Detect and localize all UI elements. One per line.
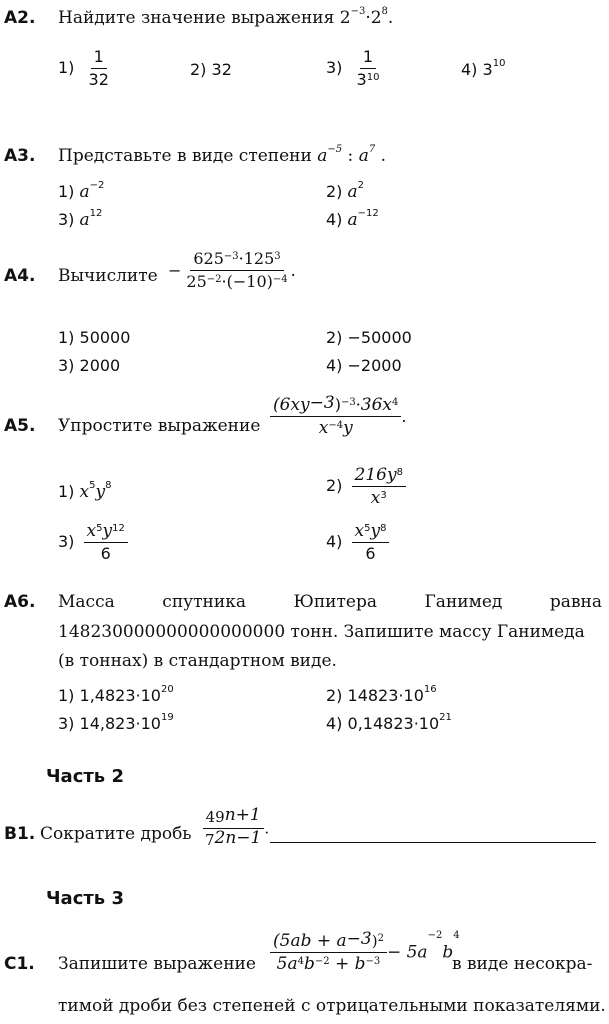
question-prompt: Найдите значение выражения $2^{-3}\cdot 2^8$. xyxy=(58,6,394,28)
answer-option[interactable]: 4) $3^{10}$ xyxy=(461,58,506,79)
answer-option[interactable]: 4) $0,14823\cdot 10^{21}$ xyxy=(326,712,452,733)
answer-option[interactable]: 3) $a^{12}$ xyxy=(58,208,103,230)
answer-option[interactable]: 2) 32 xyxy=(190,60,232,79)
question-prompt-suffix: в виде несокра- xyxy=(452,954,593,974)
question-label: С1. xyxy=(4,954,35,974)
question-label: В1. xyxy=(4,824,36,844)
question-prompt-line: 148230000000000000000 тонн. Запишите массу Ганимеда xyxy=(58,622,585,642)
answer-option[interactable]: 4) $\frac{x^5y^8}{6}$ xyxy=(326,522,389,563)
answer-option[interactable]: 1) $1,4823\cdot 10^{20}$ xyxy=(58,684,174,705)
section-heading: Часть 3 xyxy=(46,888,124,909)
expression: − $\frac{625^{-3}\cdot 125^3}{25^{-2}\cdot(-10)^{-4}}$ . xyxy=(168,249,296,291)
expression: $\frac{(5ab + a^{-3})^2}{5a^4b^{-2} + b^{-3}}$ − $5a^{-2}b^4$ xyxy=(270,932,460,973)
question-label: A2. xyxy=(4,8,36,28)
question-prompt: Вычислите xyxy=(58,266,158,286)
answer-option[interactable]: 1) $a^{-2}$ xyxy=(58,180,105,202)
question-prompt-line: (в тоннах) в стандартном виде. xyxy=(58,651,337,671)
answer-option[interactable]: 1) $x^5y^8$ xyxy=(58,480,112,502)
question-label: A3. xyxy=(4,146,36,166)
answer-option[interactable]: 1) $\frac{1}{32}$ xyxy=(58,47,109,89)
question-prompt: Упростите выражение xyxy=(58,416,261,436)
answer-option[interactable]: 1) 50000 xyxy=(58,328,131,347)
section-heading: Часть 2 xyxy=(46,766,124,787)
answer-option[interactable]: 2) −50000 xyxy=(326,328,412,347)
answer-option[interactable]: 3) $\frac{1}{3^{10}}$ xyxy=(326,47,380,89)
answer-line[interactable] xyxy=(270,842,596,843)
question-prompt-line: тимой дроби без степеней с отрицательными показателями. xyxy=(58,996,606,1016)
question-label: A6. xyxy=(4,592,36,612)
expression: $\frac{49^{n+1}}{7^{2n-1}}$ . xyxy=(202,808,269,849)
question-label: A5. xyxy=(4,416,36,436)
question-prompt-line: Масса спутника Юпитера Ганимед равна xyxy=(58,592,602,612)
question-prompt: Представьте в виде степени $a^{-5}$ : $a^7$ . xyxy=(58,144,387,166)
question-prompt: Сократите дробь xyxy=(40,824,192,844)
answer-option[interactable]: 3) 2000 xyxy=(58,356,121,375)
answer-option[interactable]: 4) −2000 xyxy=(326,356,402,375)
answer-option[interactable]: 3) $14,823\cdot 10^{19}$ xyxy=(58,712,174,733)
expression: $\frac{(6xy^{-3})^{-3}\cdot 36x^4}{x^{-4}y}$ . xyxy=(270,396,407,437)
answer-option[interactable]: 2) $a^2$ xyxy=(326,180,365,202)
expression: $a^{-5}$ : $a^7$ . xyxy=(317,144,387,166)
question-label: A4. xyxy=(4,266,36,286)
expression: $2^{-3}\cdot 2^8$. xyxy=(339,6,394,28)
answer-option[interactable]: 2) $\frac{216y^8}{x^3}$ xyxy=(326,466,406,507)
question-prompt: Запишите выражение xyxy=(58,954,256,974)
answer-option[interactable]: 2) $14823\cdot 10^{16}$ xyxy=(326,684,437,705)
answer-option[interactable]: 3) $\frac{x^5y^{12}}{6}$ xyxy=(58,522,128,563)
answer-option[interactable]: 4) $a^{-12}$ xyxy=(326,208,379,230)
